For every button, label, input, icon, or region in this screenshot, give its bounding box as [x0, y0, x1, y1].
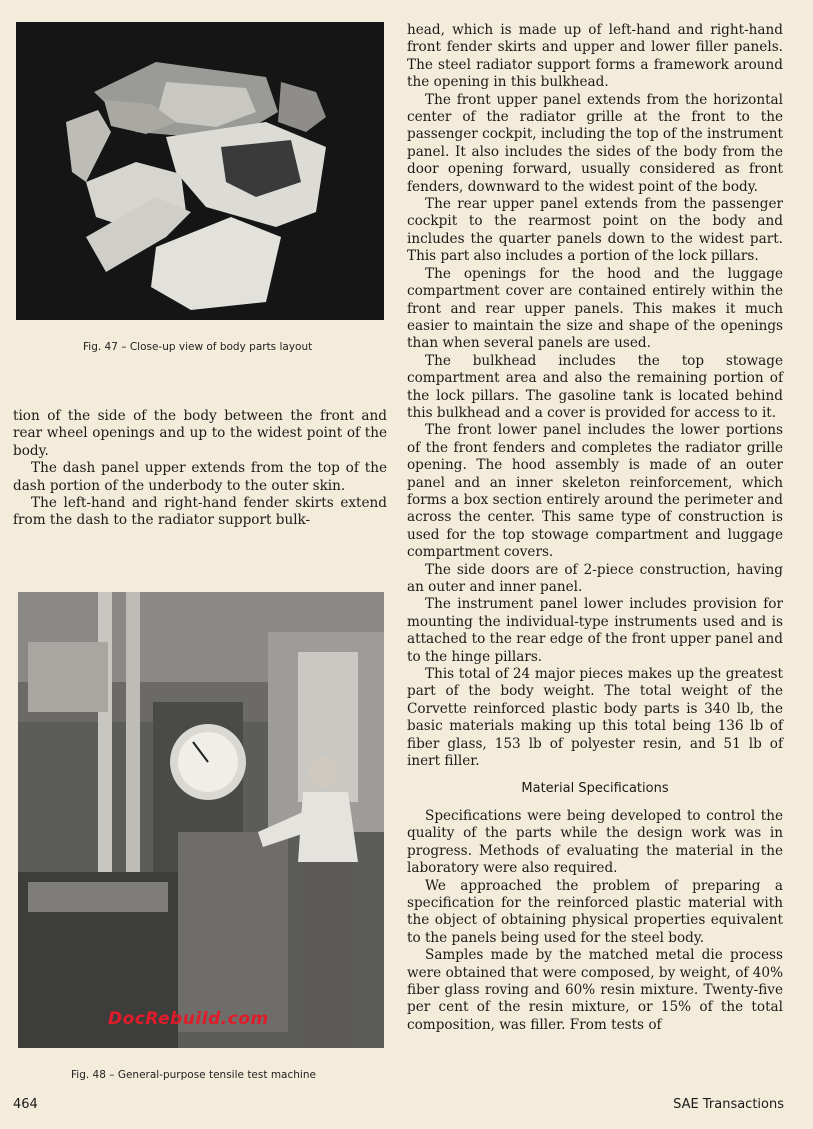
- right-paragraph-1: head, which is made up of left-hand and right-hand front fender skirts and upper and lower filler panels. The steel radiator support forms a framework around the opening in this bulkhead.: [407, 22, 783, 91]
- figure-47-caption: Fig. 47 – Close-up view of body parts layout: [83, 341, 313, 353]
- figure-48-caption: Fig. 48 – General-purpose tensile test machine: [71, 1069, 316, 1081]
- right-paragraph-8: The instrument panel lower includes provision for mounting the individual-type instruments used and is attached to the rear edge of the front upper panel and to the hinge pillars.: [407, 596, 783, 665]
- right-paragraph-3: The rear upper panel extends from the passenger cockpit to the rearmost point on the body and includes the quarter panels down to the widest part. This part also includes a portion of the lock pillars.: [407, 196, 783, 265]
- right-paragraph-11: We approached the problem of preparing a specification for the reinforced plastic material with the object of obtaining physical properties equivalent to the panels being used for the steel body.: [407, 877, 783, 946]
- page-number: 464: [13, 1097, 38, 1112]
- left-paragraph-2: The dash panel upper extends from the top of the dash portion of the underbody to the outer skin.: [13, 460, 387, 494]
- left-paragraph-1: tion of the side of the body between the front and rear wheel openings and up to the widest point of the body.: [13, 408, 387, 459]
- right-paragraph-12: Samples made by the matched metal die process were obtained that were composed, by weight, of 40% fiber glass roving and 60% resin mixture. Twenty-five per cent of the resin mixture, or 15% of the total composition, was filler. From tests of: [407, 947, 783, 1033]
- journal-name: SAE Transactions: [673, 1097, 784, 1112]
- right-column: [407, 22, 783, 1034]
- right-paragraph-6: The front lower panel includes the lower portions of the front fenders and completes the radiator grille opening. The hood assembly is made of an outer panel and an inner skeleton reinforcement, which forms a box section entirely around the perimeter and across the center. This same type of construction is used for the top stowage compartment and luggage compartment covers.: [407, 422, 783, 561]
- right-paragraph-5: The bulkhead includes the top stowage compartment area and also the remaining portion of the lock pillars. The gasoline tank is located behind this bulkhead and a cover is provided for access to it.: [407, 352, 783, 421]
- figure-47-photo: [16, 22, 384, 320]
- right-paragraph-4: The openings for the hood and the luggage compartment cover are contained entirely within the front and rear upper panels. This makes it much easier to maintain the size and shape of the openings than when several panels are used.: [407, 265, 783, 352]
- watermark-text: DocRebuild.com: [108, 1009, 269, 1029]
- right-paragraph-7: The side doors are of 2-piece construction, having an outer and inner panel.: [407, 561, 783, 595]
- right-paragraph-9: This total of 24 major pieces makes up the greatest part of the body weight. The total weight of the Corvette reinforced plastic body parts is 340 lb, the basic materials making up this total being 136 lb of fiber glass, 153 lb of polyester resin, and 51 lb of inert filler.: [407, 666, 783, 770]
- left-column: [13, 408, 387, 530]
- figure-48-photo: [18, 592, 384, 1048]
- right-paragraph-2: The front upper panel extends from the horizontal center of the radiator grille at the front to the passenger cockpit, including the top of the instrument panel. It also includes the sides of the body from the door opening forward, usually considered as front fenders, downward to the widest point of the body.: [407, 91, 783, 195]
- left-paragraph-3: The left-hand and right-hand fender skirts extend from the dash to the radiator support bulk-: [13, 495, 387, 529]
- section-heading: Material Specifications: [521, 781, 669, 797]
- right-paragraph-10: Specifications were being developed to control the quality of the parts while the design work was in progress. Methods of evaluating the material in the laboratory were also required.: [407, 807, 783, 877]
